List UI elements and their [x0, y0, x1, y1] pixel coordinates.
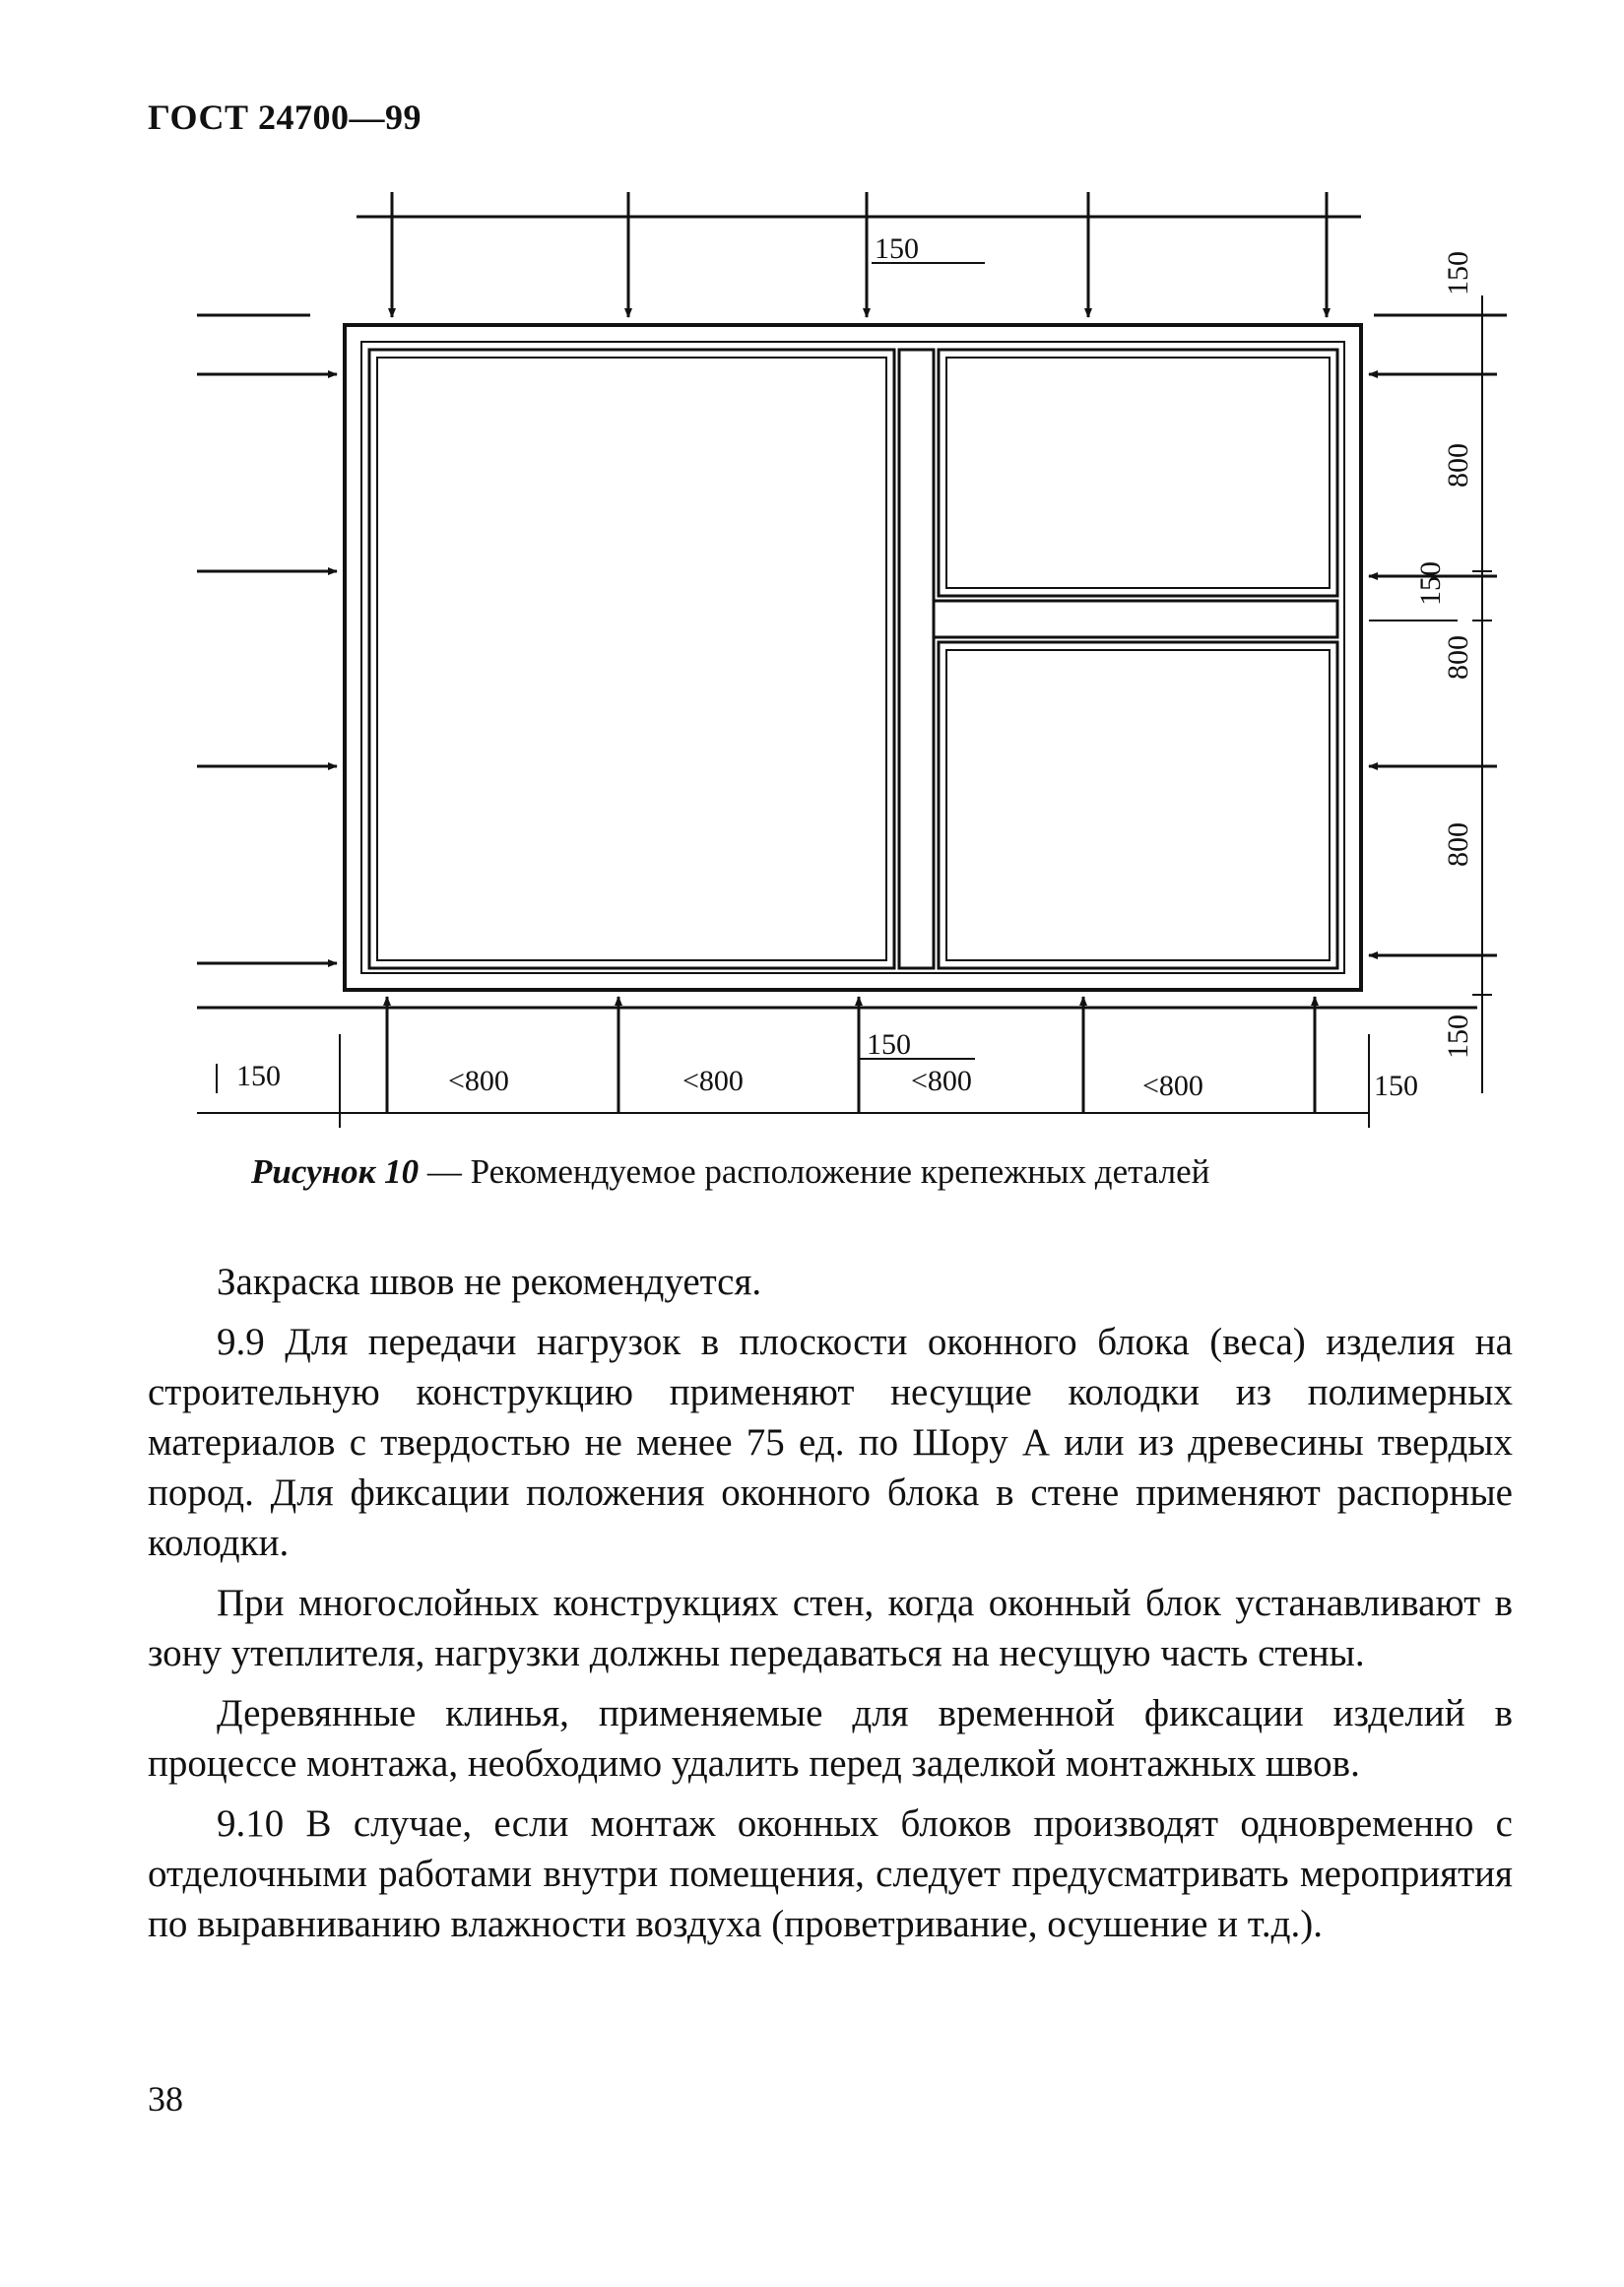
dim-right-label: 800: [1442, 635, 1474, 680]
dim-right-label: 150: [1442, 1014, 1474, 1059]
paragraph: Закраска швов не рекомендуется.: [217, 1261, 762, 1303]
dim-right-label: 800: [1442, 822, 1474, 867]
top-fastener-arrows: [357, 192, 1361, 317]
dim-bottom-label: <800: [448, 1065, 509, 1097]
right-fastener-arrows: [1369, 315, 1507, 955]
paragraph: При многослойных конструкциях стен, когда оконный блок устанавливают в зону утеплителя, нагрузки должны передаваться на несущую часть стены.: [148, 1582, 1513, 1674]
dim-bottom-label: <800: [1142, 1070, 1203, 1102]
paragraph: 9.9 Для передачи нагрузок в плоскости оконного блока (веса) изделия на строительную конструкцию применяют несущие колодки из полимерных материалов с твердостью не менее 75 ед. по Шору А или из древесины твердых пород. Для фиксации положения оконного блока в стене применяют распорные колодки.: [148, 1321, 1513, 1564]
dim-bottom-label: 150: [1374, 1070, 1418, 1102]
caption-dash: —: [419, 1152, 471, 1191]
window-frame: [345, 325, 1361, 990]
dim-right-label: 150: [1414, 561, 1447, 606]
bottom-dimension-labels: [236, 1028, 1418, 1102]
dim-bottom-label: 150: [236, 1060, 281, 1092]
paragraph: Деревянные клинья, применяемые для временной фиксации изделий в процессе монтажа, необходимо удалить перед заделкой монтажных швов.: [148, 1692, 1513, 1785]
paragraph: 9.10 В случае, если монтаж оконных блоков производят одновременно с отделочными работами внутри помещения, следует предусматривать мероприятия по выравниванию влажности воздуха (проветривание, осушение и т.д.).: [148, 1802, 1513, 1945]
dim-bottom-inner-label: 150: [867, 1028, 911, 1061]
caption-label: Рисунок 10: [251, 1152, 420, 1191]
document-code-header: ГОСТ 24700—99: [148, 98, 422, 137]
window-panes: [369, 350, 1337, 968]
left-fastener-arrows: [197, 315, 1477, 1008]
body-text: [148, 1257, 1513, 1959]
dim-top-label: 150: [875, 232, 919, 265]
caption-text: Рекомендуемое расположение крепежных деталей: [470, 1152, 1210, 1191]
window-mullion: [899, 350, 1337, 968]
figure-caption: [251, 1152, 1209, 1192]
dim-right-label: 150: [1442, 251, 1474, 295]
page-number: 38: [148, 2079, 183, 2119]
dim-bottom-label: <800: [682, 1065, 744, 1097]
right-dimension-line: [1472, 295, 1492, 1093]
dim-bottom-label: <800: [911, 1065, 972, 1097]
dim-right-label: 800: [1442, 443, 1474, 488]
right-dimension-labels: [1414, 251, 1474, 1059]
